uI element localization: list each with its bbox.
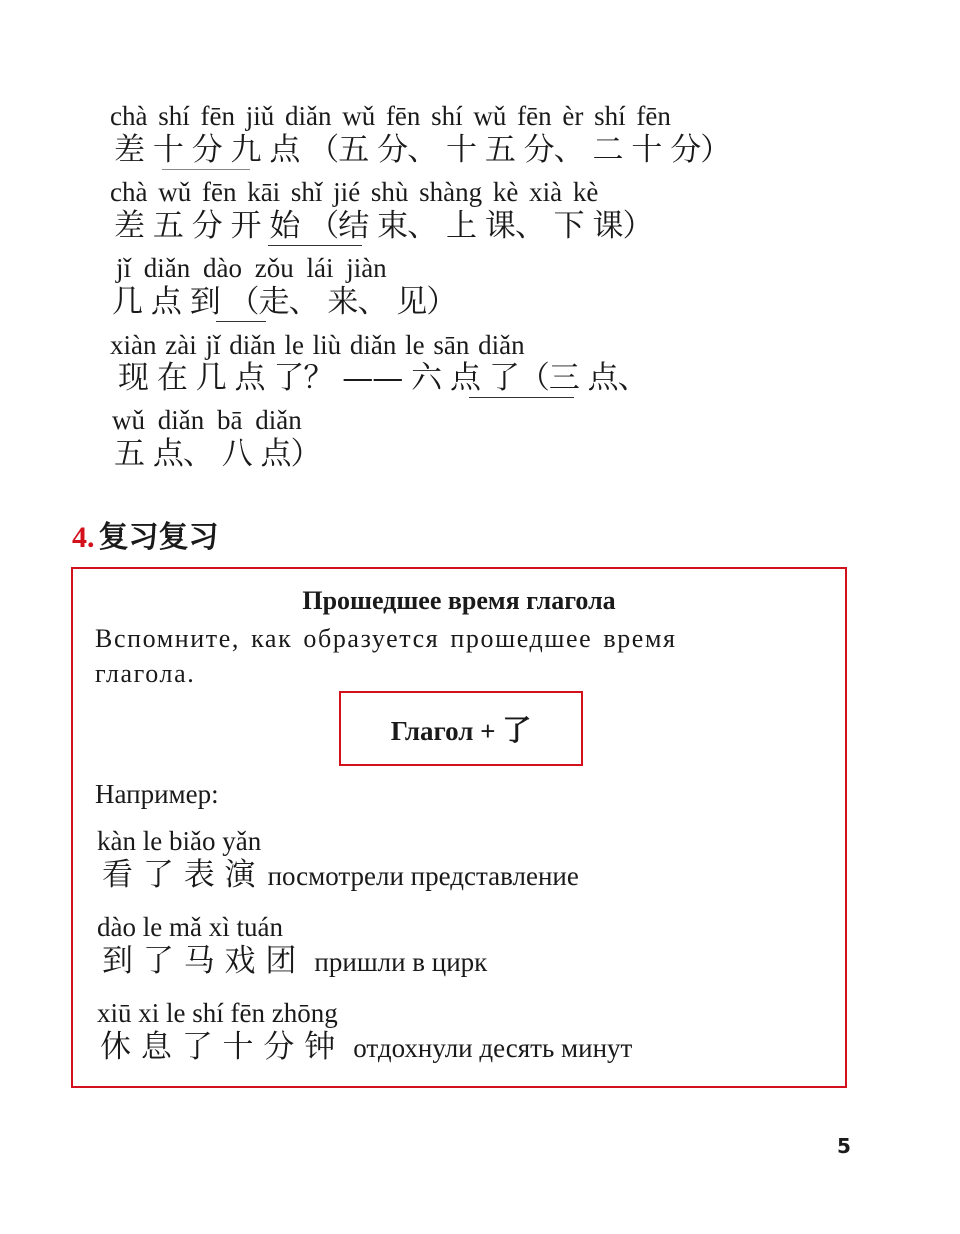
hanzi-line-2: 差 五 分 开 始 （结 束、 上 课、 下 课）: [114, 208, 653, 244]
formula-particle: 了: [502, 713, 532, 747]
underline-blank-1: [162, 169, 250, 170]
example-3-hanzi: 休 息 了 十 分 钟: [100, 1029, 336, 1065]
pinyin-line-5: wǔ diǎn bā diǎn: [112, 405, 302, 435]
pinyin-line-2: chà wǔ fēn kāi shǐ jié shù shàng kè xià kè: [110, 177, 599, 207]
rule-title: Прошедшее время глагола: [302, 586, 616, 615]
underline-blank-2: [268, 245, 362, 246]
example-1-translation: посмотрели представление: [267, 861, 579, 891]
section-header: [72, 512, 219, 556]
rule-text-line-2: глагола.: [95, 659, 196, 688]
example-2-pinyin: dào le mǎ xì tuán: [97, 912, 283, 942]
pinyin-line-4: xiàn zài jǐ diǎn le liù diǎn le sān diǎn: [110, 330, 525, 360]
example-1: [102, 857, 579, 894]
example-1-hanzi: 看 了 表 演: [102, 857, 256, 893]
example-2: [102, 943, 487, 980]
example-3-translation: отдохнули десять минут: [353, 1033, 633, 1063]
underline-blank-4: [469, 397, 574, 398]
example-3-pinyin: xiū xi le shí fēn zhōng: [97, 998, 338, 1028]
example-2-hanzi: 到 了 马 戏 团: [102, 943, 297, 979]
formula: [391, 708, 532, 749]
formula-verb: Глагол +: [390, 716, 503, 746]
example-2-translation: пришли в цирк: [314, 947, 488, 977]
example-3: [100, 1029, 632, 1066]
section-number: 4.: [72, 521, 95, 554]
hanzi-line-5: 五 点、 八 点）: [114, 436, 321, 472]
formula-box: [339, 691, 583, 766]
section-title: 复习复习: [98, 520, 219, 555]
underline-blank-3: [216, 321, 266, 322]
example-label: Например:: [95, 779, 219, 809]
pinyin-line-3: jǐ diǎn dào zǒu lái jiàn: [116, 253, 387, 283]
pinyin-line-1: chà shí fēn jiǔ diǎn wǔ fēn shí wǔ fēn èr shí fēn: [110, 101, 671, 131]
hanzi-line-1: 差 十 分 九 点 （五 分、 十 五 分、 二 十 分）: [114, 132, 731, 168]
hanzi-line-4: 现 在 几 点 了？ —— 六 点 了（三 点、: [118, 360, 648, 396]
page-number: 5: [837, 1134, 851, 1158]
hanzi-line-3: 几 点 到 （走、 来、 见）: [112, 284, 457, 320]
rule-text-line-1: Вспомните, как образуется прошедшее время: [95, 624, 677, 653]
example-1-pinyin: kàn le biǎo yǎn: [97, 826, 262, 856]
